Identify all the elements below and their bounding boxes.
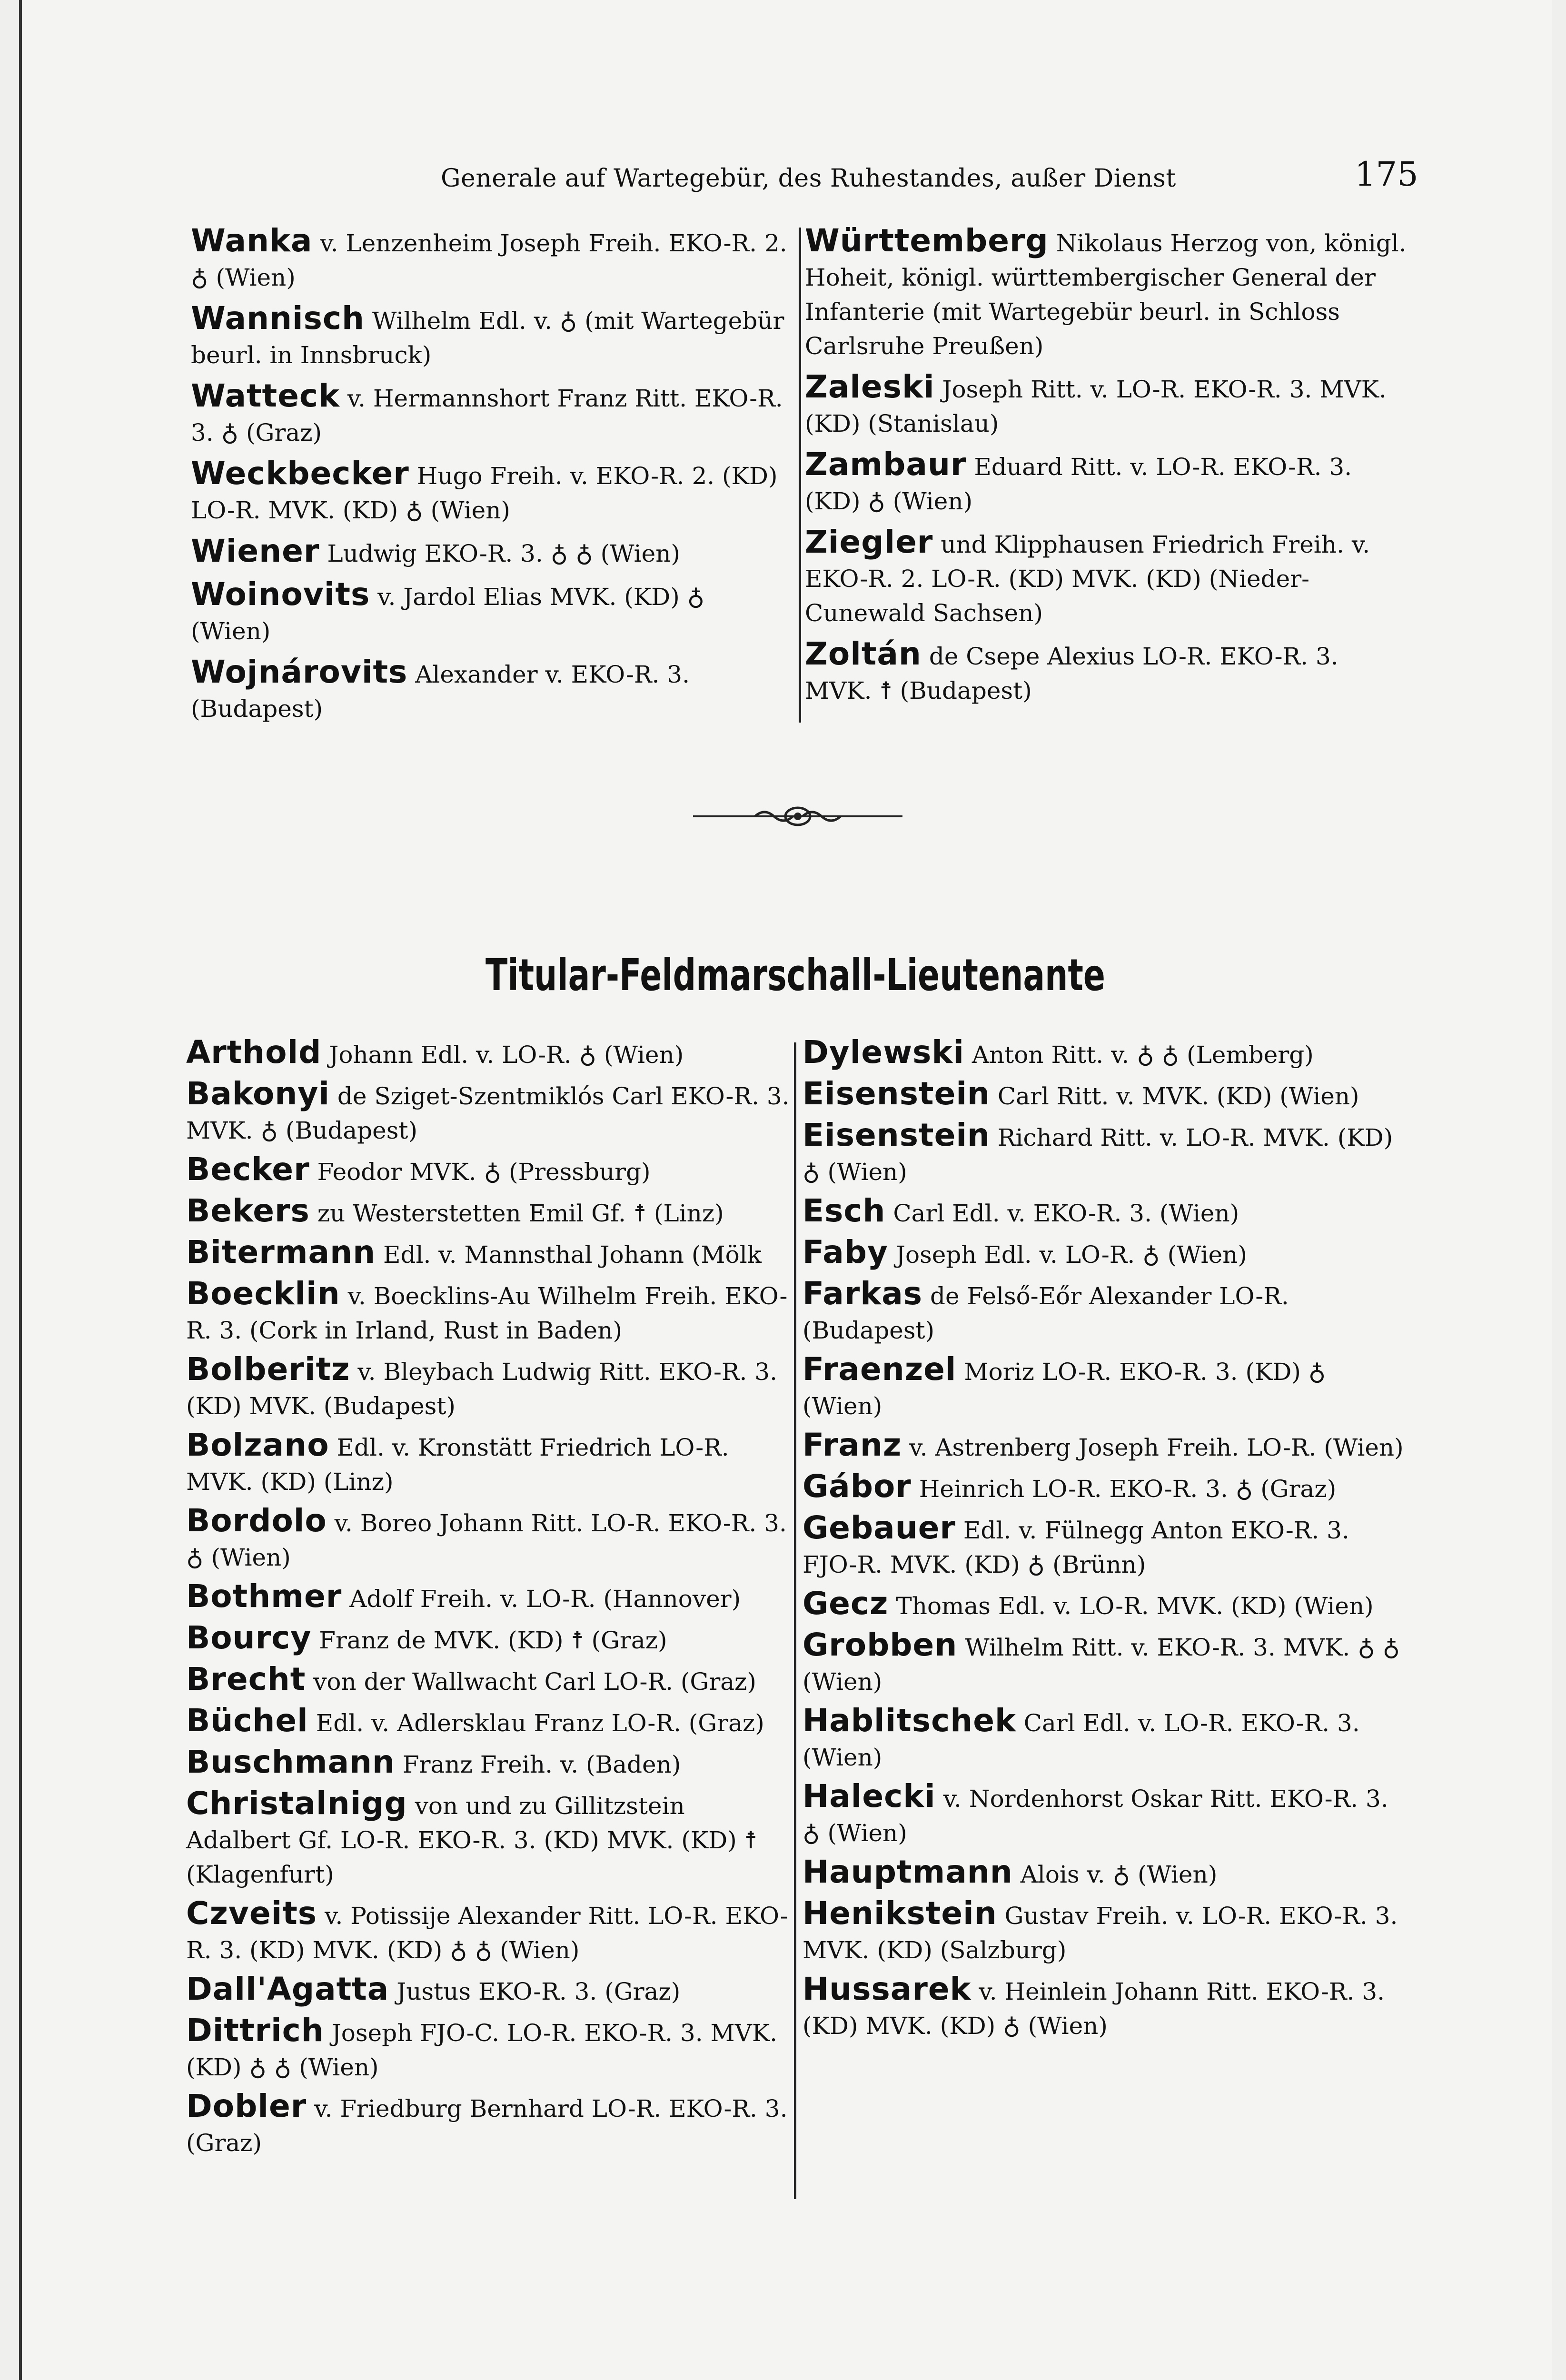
entry-surname: Hussarek bbox=[803, 1971, 971, 2007]
entry-surname: Arthold bbox=[186, 1034, 322, 1071]
entry-surname: Bothmer bbox=[186, 1578, 342, 1615]
entry-details: Eduard Ritt. v. LO-R. EKO-R. 3. (KD) ♁ (Wien) bbox=[805, 453, 1352, 515]
list-item bbox=[803, 1352, 1407, 1423]
list-item bbox=[186, 1972, 791, 2009]
entry-details: v. Jardol Elias MVK. (KD) ♁ (Wien) bbox=[191, 583, 705, 645]
entry-details: de Sziget-Szentmiklós Carl EKO-R. 3. MVK. ♁ (Budapest) bbox=[186, 1082, 790, 1144]
entry-surname: Esch bbox=[803, 1192, 886, 1229]
entry-details: Wilhelm Ritt. v. EKO-R. 3. MVK. ♁ ♁ (Wien) bbox=[803, 1634, 1400, 1696]
top-right-column bbox=[805, 224, 1407, 714]
entry-details: Hugo Freih. v. EKO-R. 2. (KD) LO-R. MVK. (KD) ♁ (Wien) bbox=[191, 462, 778, 524]
entry-surname: Zaleski bbox=[805, 368, 935, 405]
list-item bbox=[803, 1235, 1407, 1272]
entry-details: Edl. v. Adlersklau Franz LO-R. (Graz) bbox=[316, 1709, 764, 1737]
list-item bbox=[803, 1428, 1407, 1465]
list-item bbox=[186, 1352, 791, 1423]
list-item bbox=[186, 1896, 791, 1967]
entry-details: Justus EKO-R. 3. (Graz) bbox=[396, 1978, 681, 2005]
entry-surname: Henikstein bbox=[803, 1895, 997, 1932]
entry-details: Thomas Edl. v. LO-R. MVK. (KD) (Wien) bbox=[896, 1592, 1374, 1620]
entry-surname: Watteck bbox=[191, 377, 340, 414]
list-item bbox=[803, 1779, 1407, 1850]
entry-surname: Christalnigg bbox=[186, 1785, 407, 1822]
entry-details: v. Lenzenheim Joseph Freih. EKO-R. 2. ♁ (Wien) bbox=[191, 229, 787, 291]
entry-details: Nikolaus Herzog von, königl. Hoheit, königl. württembergischer General der Infanterie (mit Wartegebür beurl. in Schloss Carlsruhe Preußen) bbox=[805, 229, 1407, 360]
entry-surname: Büchel bbox=[186, 1702, 308, 1739]
entry-surname: Gebauer bbox=[803, 1509, 956, 1546]
list-item bbox=[803, 1628, 1407, 1699]
list-item bbox=[186, 1035, 791, 1072]
entry-surname: Bourcy bbox=[186, 1619, 312, 1656]
entry-surname: Grobben bbox=[803, 1626, 958, 1663]
list-item bbox=[186, 2013, 791, 2084]
list-item bbox=[186, 1704, 791, 1740]
entry-details: Anton Ritt. v. ♁ ♁ (Lemberg) bbox=[971, 1041, 1314, 1069]
entry-surname: Dittrich bbox=[186, 2012, 324, 2049]
list-item bbox=[803, 1704, 1407, 1775]
entry-surname: Bolberitz bbox=[186, 1351, 350, 1388]
entry-details: Ludwig EKO-R. 3. ♁ ♁ (Wien) bbox=[327, 540, 680, 567]
entry-surname: Hablitschek bbox=[803, 1702, 1016, 1739]
entry-details: de Felső-Eőr Alexander LO-R. (Budapest) bbox=[803, 1282, 1289, 1344]
entry-details: v. Hermannshort Franz Ritt. EKO-R. 3. ♁ (Graz) bbox=[191, 385, 783, 446]
entry-details: Carl Edl. v. EKO-R. 3. (Wien) bbox=[893, 1200, 1239, 1227]
entry-surname: Eisenstein bbox=[803, 1117, 990, 1153]
entry-surname: Dylewski bbox=[803, 1034, 964, 1071]
list-item bbox=[186, 1152, 791, 1189]
entry-details: Carl Edl. v. LO-R. EKO-R. 3. (Wien) bbox=[803, 1709, 1360, 1771]
entry-details: Wilhelm Edl. v. ♁ (mit Wartegebür beurl. in Innsbruck) bbox=[191, 307, 784, 369]
entry-details: v. Nordenhorst Oskar Ritt. EKO-R. 3. ♁ (Wien) bbox=[803, 1785, 1388, 1847]
entry-details: Joseph FJO-C. LO-R. EKO-R. 3. MVK. (KD) ♁ ♁ (Wien) bbox=[186, 2019, 778, 2081]
list-item bbox=[191, 577, 791, 648]
entry-details: v. Friedburg Bernhard LO-R. EKO-R. 3. (Graz) bbox=[186, 2095, 788, 2157]
list-item bbox=[186, 1235, 791, 1272]
entry-details: von und zu Gillitzstein Adalbert Gf. LO-R. EKO-R. 3. (KD) MVK. (KD) ☨ (Klagenfurt) bbox=[186, 1792, 757, 1888]
entry-surname: Franz bbox=[803, 1427, 902, 1463]
entry-details: Franz de MVK. (KD) ☨ (Graz) bbox=[319, 1626, 667, 1654]
entry-details: Joseph Ritt. v. LO-R. EKO-R. 3. MVK. (KD) (Stanislau) bbox=[805, 376, 1387, 437]
list-item bbox=[805, 447, 1407, 518]
entry-details: Edl. v. Mannsthal Johann (Mölk bbox=[383, 1241, 762, 1269]
entry-details: Johann Edl. v. LO-R. ♁ (Wien) bbox=[329, 1041, 684, 1069]
entry-details: Franz Freih. v. (Baden) bbox=[402, 1751, 681, 1778]
entry-surname: Czveits bbox=[186, 1895, 317, 1932]
entry-surname: Buschmann bbox=[186, 1744, 395, 1780]
entry-surname: Wiener bbox=[191, 533, 320, 569]
list-item bbox=[803, 1194, 1407, 1230]
entry-details: v. Potissije Alexander Ritt. LO-R. EKO-R. 3. (KD) MVK. (KD) ♁ ♁ (Wien) bbox=[186, 1902, 788, 1964]
list-item bbox=[186, 1077, 791, 1148]
entry-details: von der Wallwacht Carl LO-R. (Graz) bbox=[313, 1668, 756, 1696]
entry-details: v. Bleybach Ludwig Ritt. EKO-R. 3. (KD) MVK. (Budapest) bbox=[186, 1358, 777, 1420]
entry-surname: Gecz bbox=[803, 1585, 889, 1622]
list-item bbox=[191, 379, 791, 450]
entry-surname: Eisenstein bbox=[803, 1075, 990, 1112]
list-item bbox=[803, 1855, 1407, 1892]
entry-surname: Becker bbox=[186, 1151, 310, 1188]
list-item bbox=[803, 1469, 1407, 1506]
entry-surname: Hauptmann bbox=[803, 1854, 1013, 1890]
entry-surname: Zoltán bbox=[805, 635, 922, 672]
entry-details: v. Heinlein Johann Ritt. EKO-R. 3. (KD) MVK. (KD) ♁ (Wien) bbox=[803, 1978, 1385, 2040]
list-item bbox=[186, 2089, 791, 2160]
list-item bbox=[805, 525, 1407, 630]
entry-surname: Boecklin bbox=[186, 1275, 340, 1312]
entry-details: Adolf Freih. v. LO-R. (Hannover) bbox=[349, 1585, 741, 1613]
entry-details: Edl. v. Kronstätt Friedrich LO-R. MVK. (KD) (Linz) bbox=[186, 1434, 729, 1496]
entry-details: Richard Ritt. v. LO-R. MVK. (KD) ♁ (Wien) bbox=[803, 1124, 1393, 1186]
section-title: Titular-Feldmarschall-Lieutenante bbox=[486, 950, 1105, 1001]
entry-details: und Klipphausen Friedrich Freih. v. EKO-R. 2. LO-R. (KD) MVK. (KD) (Nieder-Cunewald Sachsen) bbox=[805, 531, 1370, 627]
list-item bbox=[803, 1077, 1407, 1113]
list-item bbox=[186, 1504, 791, 1575]
entry-surname: Zambaur bbox=[805, 446, 967, 483]
entry-details: Moriz LO-R. EKO-R. 3. (KD) ♁ (Wien) bbox=[803, 1358, 1326, 1420]
entry-details: Carl Ritt. v. MVK. (KD) (Wien) bbox=[997, 1082, 1359, 1110]
entry-details: Joseph Edl. v. LO-R. ♁ (Wien) bbox=[895, 1241, 1247, 1269]
list-item bbox=[186, 1662, 791, 1699]
page-number: 175 bbox=[1355, 155, 1418, 194]
list-item bbox=[191, 534, 791, 571]
list-item bbox=[805, 224, 1407, 363]
entry-surname: Bordolo bbox=[186, 1502, 327, 1539]
list-item bbox=[803, 1972, 1407, 2043]
entry-surname: Bitermann bbox=[186, 1234, 376, 1270]
entry-details: Feodor MVK. ♁ (Pressburg) bbox=[317, 1158, 651, 1186]
entry-surname: Bakonyi bbox=[186, 1075, 330, 1112]
entry-surname: Brecht bbox=[186, 1661, 306, 1697]
list-item bbox=[186, 1621, 791, 1657]
entry-details: zu Westerstetten Emil Gf. ☨ (Linz) bbox=[317, 1200, 724, 1227]
bottom-right-column bbox=[803, 1035, 1407, 2048]
entry-surname: Woinovits bbox=[191, 576, 370, 613]
entry-surname: Württemberg bbox=[805, 222, 1049, 259]
column-divider bbox=[799, 228, 801, 723]
column-divider bbox=[794, 1042, 796, 2199]
entry-surname: Fraenzel bbox=[803, 1351, 957, 1388]
entry-details: v. Boecklins-Au Wilhelm Freih. EKO-R. 3. (Cork in Irland, Rust in Baden) bbox=[186, 1282, 788, 1344]
entry-surname: Weckbecker bbox=[191, 455, 409, 492]
entry-details: Gustav Freih. v. LO-R. EKO-R. 3. MVK. (KD) (Salzburg) bbox=[803, 1902, 1398, 1964]
ornament-divider-icon bbox=[693, 802, 902, 831]
list-item bbox=[191, 655, 791, 726]
list-item bbox=[191, 456, 791, 527]
list-item bbox=[186, 1428, 791, 1499]
entry-surname: Wannisch bbox=[191, 300, 365, 337]
list-item bbox=[805, 370, 1407, 441]
list-item bbox=[191, 301, 791, 372]
list-item bbox=[186, 1786, 791, 1892]
entry-details: v. Astrenberg Joseph Freih. LO-R. (Wien) bbox=[909, 1434, 1404, 1461]
list-item bbox=[186, 1194, 791, 1230]
entry-details: Edl. v. Fülnegg Anton EKO-R. 3. FJO-R. MVK. (KD) ♁ (Brünn) bbox=[803, 1517, 1349, 1578]
list-item bbox=[805, 637, 1407, 708]
entry-details: Alexander v. EKO-R. 3. (Budapest) bbox=[191, 661, 690, 723]
list-item bbox=[803, 1035, 1407, 1072]
entry-details: Alois v. ♁ (Wien) bbox=[1020, 1861, 1218, 1888]
entry-surname: Halecki bbox=[803, 1778, 936, 1815]
top-left-column bbox=[191, 224, 791, 733]
bottom-left-column bbox=[186, 1035, 791, 2165]
list-item bbox=[191, 224, 791, 295]
list-item bbox=[186, 1745, 791, 1782]
entry-details: Heinrich LO-R. EKO-R. 3. ♁ (Graz) bbox=[919, 1475, 1337, 1503]
list-item bbox=[186, 1579, 791, 1616]
list-item bbox=[803, 1511, 1407, 1582]
entry-surname: Ziegler bbox=[805, 524, 933, 560]
book-page bbox=[19, 0, 1552, 2380]
entry-surname: Wanka bbox=[191, 222, 313, 259]
entry-details: de Csepe Alexius LO-R. EKO-R. 3. MVK. ☨ (Budapest) bbox=[805, 643, 1338, 704]
list-item bbox=[803, 1896, 1407, 1967]
entry-surname: Farkas bbox=[803, 1275, 923, 1312]
list-item bbox=[803, 1587, 1407, 1623]
entry-surname: Dobler bbox=[186, 2088, 307, 2124]
entry-surname: Faby bbox=[803, 1234, 889, 1270]
list-item bbox=[186, 1277, 791, 1348]
entry-surname: Bekers bbox=[186, 1192, 310, 1229]
list-item bbox=[803, 1277, 1407, 1348]
entry-surname: Wojnárovits bbox=[191, 654, 408, 690]
list-item bbox=[803, 1118, 1407, 1189]
running-header: Generale auf Wartegebür, des Ruhestandes, außer Dienst bbox=[441, 164, 1176, 193]
entry-surname: Gábor bbox=[803, 1468, 912, 1505]
entry-surname: Bolzano bbox=[186, 1427, 329, 1463]
entry-surname: Dall'Agatta bbox=[186, 1971, 389, 2007]
entry-details: v. Boreo Johann Ritt. LO-R. EKO-R. 3. ♁ (Wien) bbox=[186, 1509, 787, 1571]
